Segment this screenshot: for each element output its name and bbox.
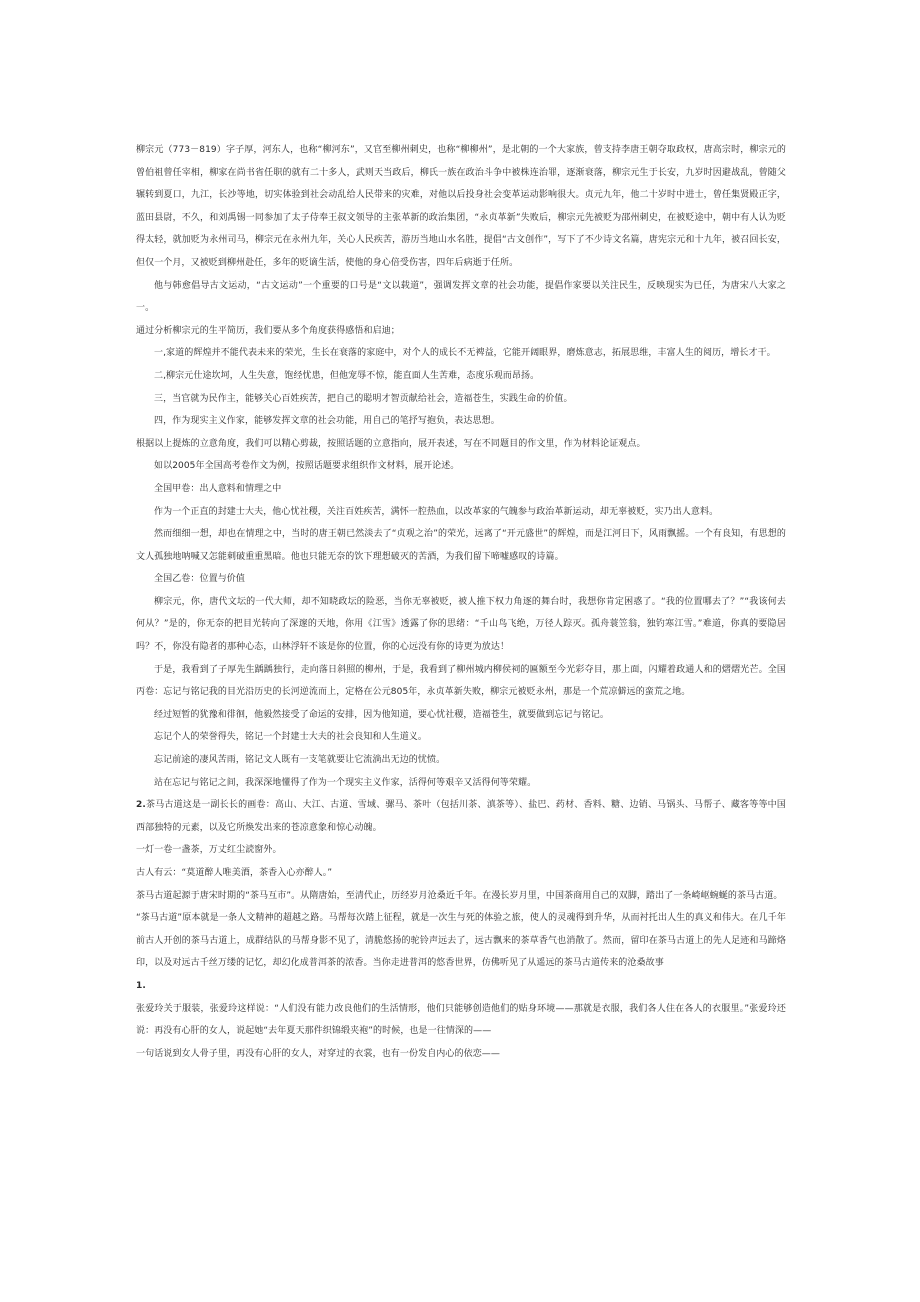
section-number: 2. [136,800,146,811]
paragraph-exam-a-1: 作为一个正直的封建士大夫，他心忧社稷，关注百姓疾苦，满怀一腔热血，以改革家的气魄参与政治革新运动，却无辜被贬，实乃出人意料。 [154,506,719,517]
paragraph-analysis-lead: 通过分析柳宗元的生平简历，我们要从多个角度获得感悟和启迪； [136,325,400,336]
paragraph-exam-c-4: 站在忘记与铭记之间，我深深地懂得了作为一个现实主义作家，活得何等艰辛又活得何等荣耀。 [154,777,537,788]
paragraph-intro: 柳宗元（773－819）字子厚，河东人，也称“柳河东”，又官至柳州刺史，也称“柳柳州”，是北朝的一个大家族，曾支持李唐王朝夺取政权，唐高宗时，柳宗元的曾伯祖曾任宰相，柳家在尚书省任职的就有二十多人，武则天当政后，柳氏一族在政治斗争中被株连治罪，逐渐衰落，柳宗元生于长安，九岁时因避战乱，曾随父辗转到夏口，九江，长沙等地，切实体验到社会动乱给人民带来的灾难，对他以后投身社会变革运动影响很大。贞元九年，他二十岁时中进士，曾任集贤殿正字，蓝田县尉，不久，和刘禹锡一同参加了太子侍奉王叔文领导的主张革新的政治集团，“永贞革新”失败后，柳宗元先被贬为邵州刺史，在被贬途中，朝中有人认为贬得太轻，就加贬为永州司马，柳宗元在永州九年，关心人民疾苦，游历当地山水名胜，提倡“古文创作”，写下了不少诗文名篇，唐宪宗元和十九年，被召回长安，但仅一个月，又被贬到柳州赴任，多年的贬谪生活，使他的身心倍受伤害，四年后病逝于任所。 [136,145,786,268]
paragraph-point-four: 四，作为现实主义作家，能够发挥文章的社会功能，用自己的笔抒写抱负，表达思想。 [154,416,500,427]
paragraph-exam-a-2: 然而细细一想，却也在情理之中，当时的唐王朝已然淡去了“贞观之治”的荣光，远离了“开元盛世”的辉煌，而是江河日下，风雨飘摇。一个有良知，有思想的文人孤独地呐喊又怎能刺破重重黑暗。他也只能无奈的饮下理想破灭的苦酒，为我们留下啼嘘感叹的诗篇。 [136,529,786,562]
paragraph-ancients: 古人有云：“莫道醉人唯美酒，茶香入心亦醉人。” [136,868,333,878]
paragraph-tea-horse [136,794,786,839]
heading-exam-b: 全国乙卷：位置与价值 [154,574,246,585]
paragraph-guwen: 他与韩愈倡导古文运动，“古文运动”一个重要的口号是“文以载道”，强调发挥文章的社会功能，提倡作家要以关注民生，反映现实为已任，为唐宋八大家之一。 [136,280,786,314]
paragraph-exam-c-2: 忘记个人的荣誉得失，铭记一个封建士大夫的社会良知和人生道义。 [154,732,428,743]
paragraph-exam-b-1: 柳宗元，你，唐代文坛的一代大师，却不知晓政坛的险恶，当你无辜被贬，被人推下权力角逐的舞台时，我想你肯定困惑了。“我的位置哪去了？”“我该何去何从？”是的，你无奈的把目光转向了深邃的天地，你用《江雪》透露了你的思绪：“千山鸟飞绝，万径人踪灭。孤舟蓑笠翁，独钓寒江雪。”难道，你真的要隐居吗？不，你没有隐者的那种心态，山林浮轩不该是你的位置，你的心远没有你的诗更为放达！ [136,596,786,653]
paragraph-exam-example: 如以2005年全国高考卷作文为例，按照话题要求组织作文材料，展开论述。 [154,461,460,472]
paragraph-exam-b-2: 于是，我看到了子厚先生踽踽独行，走向落日斜照的柳州，于是，我看到了柳州城内柳侯祠的匾额至今光彩夺目，那上面，闪耀着政通人和的熠熠光芒。全国丙卷：忘记与铭记我的目光沿历史的长河逆流而上，定格在公元805年，永贞革新失败，柳宗元被贬永州，那是一个荒凉僻远的蛮荒之地。 [136,664,786,698]
paragraph-material-use: 根据以上提炼的立意角度，我们可以精心剪裁，按照话题的立意指向，展开表述，写在不同题目的作文里，作为材料论证观点。 [136,438,646,449]
document-body [136,139,786,1065]
paragraph-tea-horse-text: 茶马古道这是一副长长的画卷：高山、大江、古道、雪域、骡马、茶叶（包括川茶、滇茶等）、盐巴、药材、香料、糖、边销、马锅头、马帮子、藏客等等中国西部独特的元素，以及它所焕发出来的苍凉意象和惊心动魄。 [136,800,786,833]
paragraph-spirit: “茶马古道”原本就是一条人文精神的超越之路。马帮每次踏上征程，就是一次生与死的体验之旅，使人的灵魂得到升华，从而衬托出人生的真义和伟大。在几千年前古人开创的茶马古道上，成群结队的马帮身影不见了，清脆悠扬的驼铃声远去了，远古飘来的茶草香气也消散了。然而，留印在茶马古道上的先人足迹和马蹄烙印，以及对远古千丝万缕的记忆，却幻化成普洱茶的浓香。当你走进普洱的悠香世界，仿佛听见了从遥远的茶马古道传来的沧桑故事 [136,913,786,969]
paragraph-exam-c-1: 经过短暂的犹豫和徘徊，他毅然接受了命运的安排，因为他知道，要心忧社稷，造福苍生，就要做到忘记与铭记。 [154,709,610,720]
heading-exam-a: 全国甲卷：出人意料和情理之中 [154,483,282,494]
paragraph-closing: 一句话说到女人骨子里，再没有心肝的女人，对穿过的衣裳，也有一份发自内心的依恋—— [136,1048,501,1059]
paragraph-zhang-ailing: 张爱玲关于服装，张爱玲这样说：“人们没有能力改良他们的生活情形，他们只能够创造他们的贴身环境——那就是衣服，我们各人住在各人的衣服里。”张爱玲还说：再没有心肝的女人，说起她“去年夏天那件织锦缎夹袍”的时候，也是一往情深的—— [136,1003,786,1037]
paragraph-point-three: 三，当官就为民作主，能够关心百姓疾苦，把自己的聪明才智贡献给社会，造福苍生，实践生命的价值。 [154,393,573,404]
paragraph-point-one: 一,家道的辉煌并不能代表未来的荣光，生长在衰落的家庭中，对个人的成长不无裨益，它能开阔眼界，磨炼意志，拓展思维，丰富人生的阅历，增长才干。 [154,348,776,359]
section-number-one: 1. [136,980,146,991]
paragraph-exam-c-3: 忘记前途的凄风苦雨，铭记文人既有一支笔就要让它流淌出无边的忧愤。 [154,755,446,766]
paragraph-point-two: 二,柳宗元仕途坎坷，人生失意，饱经忧患，但他宠辱不惊，能直面人生苦难，态度乐观而昂扬。 [154,370,540,381]
paragraph-origin: 茶马古道起源于唐宋时期的“茶马互市”。从隋唐始，至清代止，历经岁月沧桑近千年。在漫长岁月里，中国茶商用自己的双脚，踏出了一条崎岖蜿蜒的茶马古道。 [136,890,783,901]
paragraph-lamp: 一灯一卷一盏茶，万丈红尘読窗外。 [136,845,282,856]
